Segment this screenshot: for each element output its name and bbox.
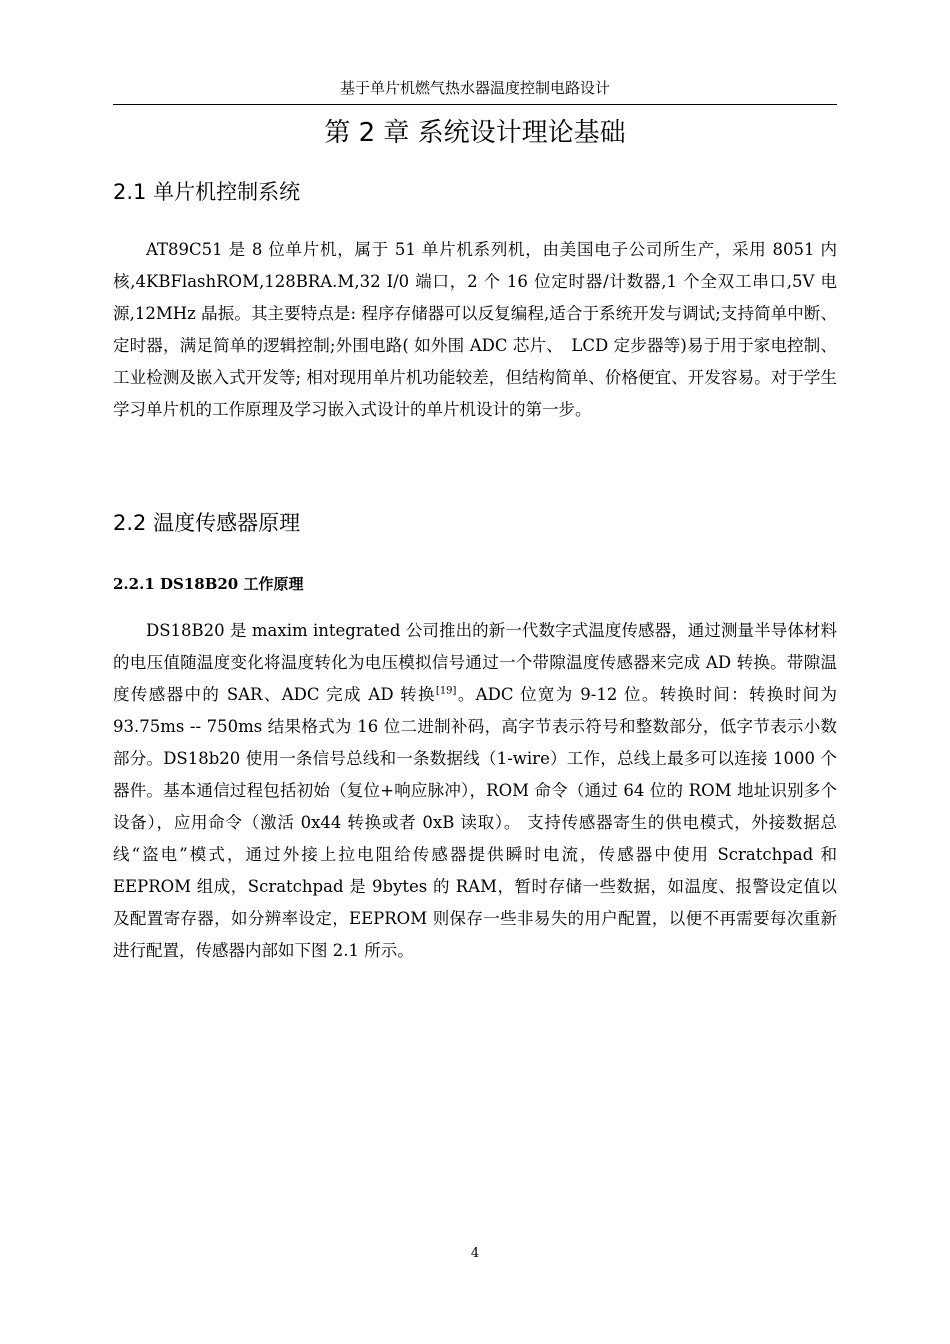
section-2-1-paragraph [113,234,837,426]
chapter-title: 第 2 章 系统设计理论基础 [324,118,626,148]
paragraph-text [113,615,837,967]
subsection-2-2-1-heading: 2.2.1 DS18B20 工作原理 [113,575,304,593]
header-rule [113,104,837,105]
running-header: 基于单片机燃气热水器温度控制电路设计 [339,79,610,97]
paragraph-part-1: DS18B20 是 maxim integrated 公司推出的新一代数字式温度传感器，通过测量半导体材料的电压值随温度变化将温度转化为电压模拟信号通过一个带隙温度传感器来完成 AD 转换。带隙温度传感器中的 SAR、ADC 完成 AD 转换 [113,621,837,704]
section-2-1-heading: 2.1 单片机控制系统 [113,180,301,204]
section-2-2-1-paragraph [113,615,837,967]
page-number: 4 [470,1246,480,1261]
paragraph-part-2: 。ADC 位宽为 9-12 位。转换时间：转换时间为 93.75ms -- 750ms 结果格式为 16 位二进制补码，高字节表示符号和整数部分，低字节表示小数部分。DS18b20 使用一条信号总线和一条数据线（1-wire）工作，总线上最多可以连接 1000 个器件。基本通信过程包括初始（复位+响应脉冲），ROM 命令（通过 64 位的 ROM 地址识别多个设备），应用命令（激活 0x44 转换或者 0xB 读取）。 支持传感器寄生的供电模式，外接数据总线“盗电”模式，通过外接上拉电阻给传感器提供瞬时电流，传感器中使用 Scratchpad 和 EEPROM 组成，Scratchpad 是 9bytes 的 RAM，暂时存储一些数据，如温度、报警设定值以及配置寄存器，如分辨率设定，EEPROM 则保存一些非易失的用户配置，以便不再需要每次重新进行配置，传感器内部如下图 2.1 所示。 [113,685,837,960]
section-2-2-heading: 2.2 温度传感器原理 [113,511,301,535]
paragraph-text: AT89C51 是 8 位单片机，属于 51 单片机系列机，由美国电子公司所生产，采用 8051 内核,4KBFlashROM,128BRA.M,32 I/0 端口，2 个 16 位定时器/计数器,1 个全双工串口,5V 电源,12MHz 晶振。其主要特点是: 程序存储器可以反复编程,适合于系统开发与调试;支持简单中断、定时器，满足简单的逻辑控制;外围电路( 如外围 ADC 芯片、 LCD 定步器等)易于用于家电控制、工业检测及嵌入式开发等; 相对现用单片机功能较差，但结构简单、价格便宜、开发容易。对于学生学习单片机的工作原理及学习嵌入式设计的单片机设计的第一步。 [113,240,837,419]
citation-19[interactable]: [19] [435,685,457,697]
